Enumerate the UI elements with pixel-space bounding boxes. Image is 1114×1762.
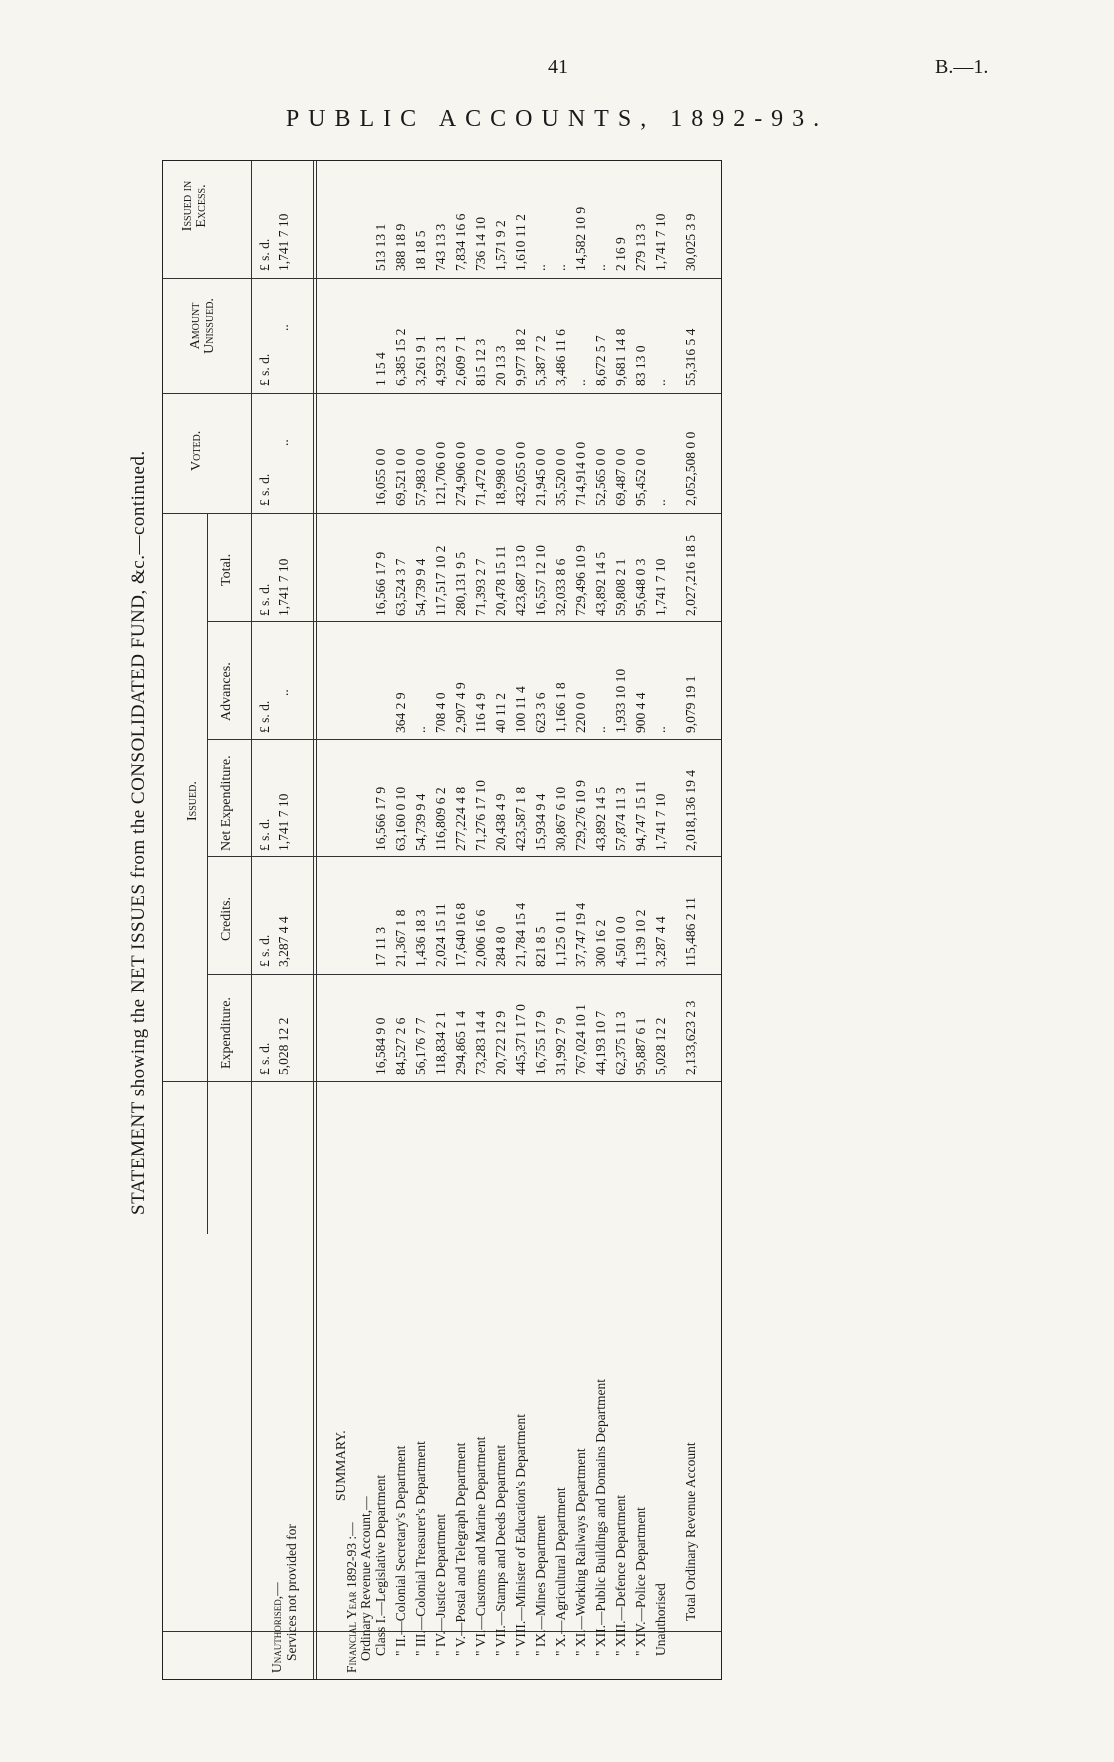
summary-row-total: 16,566 17 9 [373,551,388,616]
summary-row-advances: 40 11 2 [493,693,508,733]
summary-row-unissued: .. [573,379,588,386]
summary-row-total: 71,393 2 7 [473,558,488,616]
summary-row-net: 71,276 17 10 [473,780,488,851]
total-unissued: 55,316 5 4 [683,328,698,386]
summary-row-credits: 821 8 5 [533,926,548,967]
summary-row-voted: 714,914 0 0 [573,441,588,506]
summary-row-advances: .. [413,726,428,733]
summary-row-excess: .. [593,264,608,271]
summary-row-voted: 274,906 0 0 [453,441,468,506]
summary-row-credits: 3,287 4 4 [653,916,668,967]
summary-row-credits: 17 11 3 [373,927,388,967]
summary-row-label: " X.—Agricultural Department [553,1487,568,1656]
summary-row-label: Unauthorised [653,1583,668,1656]
summary-row-credits: 21,367 1 8 [393,909,408,967]
summary-row-credits: 2,024 15 11 [433,903,448,967]
summary-row-excess: .. [553,264,568,271]
summary-row-total: 20,478 15 11 [493,545,508,616]
summary-row-credits: 2,006 16 6 [473,909,488,967]
total-credits: 115,486 2 11 [683,897,698,967]
summary-row-advances: 1,166 1 8 [553,682,568,733]
summary-row-advances: .. [653,726,668,733]
summary-row-credits: 37,747 19 4 [573,902,588,967]
header-voted: Voted. [189,430,204,471]
summary-row-net: 15,934 9 4 [533,793,548,851]
summary-row-credits: 300 16 2 [593,919,608,967]
summary-row-excess: 1,571 9 2 [493,220,508,271]
summary-row-advances: 1,933 10 10 [613,668,628,733]
summary-row-net: 277,224 4 8 [453,786,468,851]
unauthorised-heading: Unauthorised,— [269,1582,284,1673]
rule-total [207,621,721,622]
summary-row-voted: 16,055 0 0 [373,448,388,506]
summary-row-excess: 736 14 10 [473,217,488,271]
summary-row-unissued: 9,681 14 8 [613,328,628,386]
summary-row-net: 16,566 17 9 [373,786,388,851]
unauthorised-label: Services not provided for [284,1524,299,1661]
summary-row-advances: 116 4 9 [473,693,488,733]
summary-row-advances: 708 4 0 [433,692,448,733]
summary-row-advances: 220 0 0 [573,692,588,733]
summary-row-unissued: 2,609 7 1 [453,335,468,386]
summary-row-label: " II.—Colonial Secretary's Department [393,1445,408,1656]
summary-row-label: " IX.—Mines Department [533,1515,548,1656]
summary-row-advances: 100 11 4 [513,686,528,733]
summary-row-unissued: 20 13 3 [493,345,508,386]
summary-row-net: 20,438 4 9 [493,793,508,851]
rule-unissued [163,393,721,394]
summary-row-unissued: 6,385 15 2 [393,328,408,386]
summary-row-total: 63,524 3 7 [393,558,408,616]
summary-row-total: 423,687 13 0 [513,545,528,616]
unit-credits: £ s. d. [257,934,272,967]
summary-row-expenditure: 118,834 2 1 [433,1011,448,1075]
statement-title: STATEMENT showing the NET ISSUES from the CONSOLIDATED FUND, &c.—continued. [128,450,149,1215]
unauthorised-voted: .. [276,439,291,446]
total-net: 2,018,136 19 4 [683,770,698,851]
unauthorised-excess: 1,741 7 10 [276,213,291,271]
summary-row-excess: 279 13 3 [633,223,648,271]
summary-row-label: Class I.—Legislative Department [373,1474,388,1656]
rule-issued-group [207,513,208,1234]
summary-row-voted: 18,998 0 0 [493,448,508,506]
summary-row-excess: 388 18 9 [393,223,408,271]
summary-row-credits: 1,139 10 2 [633,909,648,967]
summary-row-expenditure: 44,193 10 7 [593,1010,608,1075]
summary-row-unissued: 9,977 18 2 [513,328,528,386]
summary-row-label: " VII.—Stamps and Deeds Department [493,1444,508,1656]
unit-unissued: £ s. d. [257,353,272,386]
summary-row-expenditure: 16,755 17 9 [533,1010,548,1075]
summary-row-net: 54,739 9 4 [413,793,428,851]
summary-row-voted: 52,565 0 0 [593,448,608,506]
summary-row-total: 1,741 7 10 [653,558,668,616]
unauthorised-total: 1,741 7 10 [276,558,291,616]
rule-expenditure [163,1081,721,1082]
summary-row-expenditure: 767,024 10 1 [573,1004,588,1075]
summary-row-net: 94,747 15 11 [633,780,648,851]
summary-row-expenditure: 84,527 2 6 [393,1017,408,1075]
rule-header-bottom [251,161,252,1679]
summary-row-credits: 21,784 15 4 [513,902,528,967]
summary-row-expenditure: 62,375 11 3 [613,1011,628,1075]
header-total: Total. [219,553,234,586]
summary-row-expenditure: 95,887 6 1 [633,1017,648,1075]
summary-row-expenditure: 16,584 9 0 [373,1017,388,1075]
summary-row-total: 59,808 2 1 [613,558,628,616]
summary-heading: SUMMARY. [333,1430,348,1501]
page-number: 41 [548,56,568,78]
rule-advances [207,739,721,740]
summary-row-excess: 513 13 1 [373,223,388,271]
summary-row-label: " XI.—Working Railways Department [573,1448,588,1656]
summary-row-credits: 4,501 0 0 [613,916,628,967]
summary-row-credits: 1,436 18 3 [413,909,428,967]
summary-row-excess: 1,610 11 2 [513,214,528,271]
unit-advances: £ s. d. [257,700,272,733]
summary-row-unissued: 4,932 3 1 [433,335,448,386]
header-advances: Advances. [219,662,234,721]
unauthorised-credits: 3,287 4 4 [276,916,291,967]
summary-row-expenditure: 20,722 12 9 [493,1010,508,1075]
summary-row-voted: 57,983 0 0 [413,448,428,506]
unit-excess: £ s. d. [257,238,272,271]
summary-row-advances: 364 2 9 [393,692,408,733]
page-heading: PUBLIC ACCOUNTS, 1892-93. [285,106,829,132]
summary-row-label: " VI.—Customs and Marine Department [473,1436,488,1656]
summary-row-credits: 1,125 0 11 [553,910,568,967]
summary-row-credits: 284 8 0 [493,926,508,967]
rule-excess [163,278,721,279]
summary-row-advances: .. [593,726,608,733]
total-voted: 2,052,508 0 0 [683,431,698,506]
total-advances: 9,079 19 1 [683,675,698,733]
summary-row-net: 423,587 1 8 [513,786,528,851]
summary-row-advances: 623 3 6 [533,692,548,733]
summary-row-excess: 14,582 10 9 [573,206,588,271]
summary-row-label: " VIII.—Minister of Education's Department [513,1413,528,1656]
summary-row-voted: 121,706 0 0 [433,441,448,506]
summary-row-voted: 95,452 0 0 [633,448,648,506]
summary-row-advances: 2,907 4 9 [453,682,468,733]
summary-row-unissued: .. [653,379,668,386]
summary-row-label: " V.—Postal and Telegraph Department [453,1442,468,1656]
summary-row-label: " III.—Colonial Treasurer's Department [413,1441,428,1656]
summary-row-excess: 7,834 16 6 [453,213,468,271]
unauthorised-expenditure: 5,028 12 2 [276,1017,291,1075]
header-amount-unissued: Amount Unissued. [188,298,217,354]
summary-row-total: 729,496 10 9 [573,545,588,616]
unit-voted: £ s. d. [257,473,272,506]
unauthorised-net: 1,741 7 10 [276,793,291,851]
summary-row-expenditure: 56,176 7 7 [413,1017,428,1075]
summary-row-total: 117,517 10 2 [433,545,448,616]
total-total: 2,027,216 18 5 [683,535,698,616]
unit-expenditure: £ s. d. [257,1042,272,1075]
page-reference: B.—1. [935,56,989,78]
summary-row-net: 63,160 0 10 [393,786,408,851]
unit-net: £ s. d. [257,818,272,851]
summary-row-unissued: 83 13 0 [633,345,648,386]
summary-row-expenditure: 5,028 12 2 [653,1017,668,1075]
summary-row-voted: 71,472 0 0 [473,448,488,506]
unit-total: £ s. d. [257,583,272,616]
summary-row-label: " XIII.—Defence Department [613,1494,628,1656]
summary-row-unissued: 3,486 11 6 [553,329,568,386]
summary-row-expenditure: 31,992 7 9 [553,1017,568,1075]
summary-row-unissued: 5,387 7 2 [533,335,548,386]
summary-row-unissued: 3,261 9 1 [413,335,428,386]
total-excess: 30,025 3 9 [683,213,698,271]
summary-row-voted: 69,487 0 0 [613,448,628,506]
summary-row-voted: 21,945 0 0 [533,448,548,506]
summary-row-total: 95,648 0 3 [633,558,648,616]
summary-financial-year: Financial Year 1892-93 :— [344,1522,359,1673]
summary-row-voted: 69,521 0 0 [393,448,408,506]
summary-row-voted: .. [653,499,668,506]
summary-row-expenditure: 73,283 14 4 [473,1010,488,1075]
header-credits: Credits. [219,897,234,941]
summary-row-net: 116,809 6 2 [433,787,448,851]
summary-row-total: 43,892 14 5 [593,551,608,616]
summary-row-unissued: 815 12 3 [473,338,488,386]
summary-row-total: 54,739 9 4 [413,558,428,616]
total-expenditure: 2,133,623 2 3 [683,1000,698,1075]
rule-voted [163,513,721,514]
summary-row-expenditure: 294,865 1 4 [453,1010,468,1075]
summary-row-label: " XIV.—Police Department [633,1507,648,1656]
unauthorised-advances: .. [276,689,291,696]
summary-row-voted: 432,055 0 0 [513,441,528,506]
summary-row-excess: 743 13 3 [433,223,448,271]
summary-row-excess: 2 16 9 [613,237,628,271]
summary-row-net: 57,874 11 3 [613,787,628,851]
summary-account: Ordinary Revenue Account,— [358,1496,373,1661]
unauthorised-unissued: .. [276,324,291,331]
summary-row-credits: 17,640 16 8 [453,902,468,967]
summary-row-total: 280,131 9 5 [453,551,468,616]
total-label: Total Ordinary Revenue Account [683,1442,698,1621]
summary-row-unissued: 8,672 5 7 [593,335,608,386]
header-expenditure: Expenditure. [219,997,234,1069]
summary-row-excess: 18 18 5 [413,230,428,271]
summary-row-voted: 35,520 0 0 [553,448,568,506]
header-net-expenditure: Net Expenditure. [219,755,234,851]
rule-credits [207,974,721,975]
header-issued-in-excess: Issued in Excess. [180,180,209,232]
summary-row-unissued: 1 15 4 [373,352,388,386]
statement-table [162,160,722,1680]
summary-row-excess: .. [533,264,548,271]
summary-row-advances: 900 4 4 [633,692,648,733]
summary-row-net: 1,741 7 10 [653,793,668,851]
summary-row-net: 43,892 14 5 [593,786,608,851]
rule-unauth-bottom-2 [316,161,317,1679]
summary-row-expenditure: 445,371 17 0 [513,1004,528,1075]
summary-row-label: " XII.—Public Buildings and Domains Department [593,1379,608,1656]
rule-net [207,856,721,857]
summary-row-label: " IV.—Justice Department [433,1513,448,1656]
summary-row-excess: 1,741 7 10 [653,213,668,271]
summary-row-total: 16,557 12 10 [533,545,548,616]
summary-row-total: 32,033 8 6 [553,558,568,616]
rule-unauth-bottom [313,161,314,1679]
header-issued: Issued. [185,781,200,821]
summary-row-net: 729,276 10 9 [573,780,588,851]
summary-row-net: 30,867 6 10 [553,786,568,851]
